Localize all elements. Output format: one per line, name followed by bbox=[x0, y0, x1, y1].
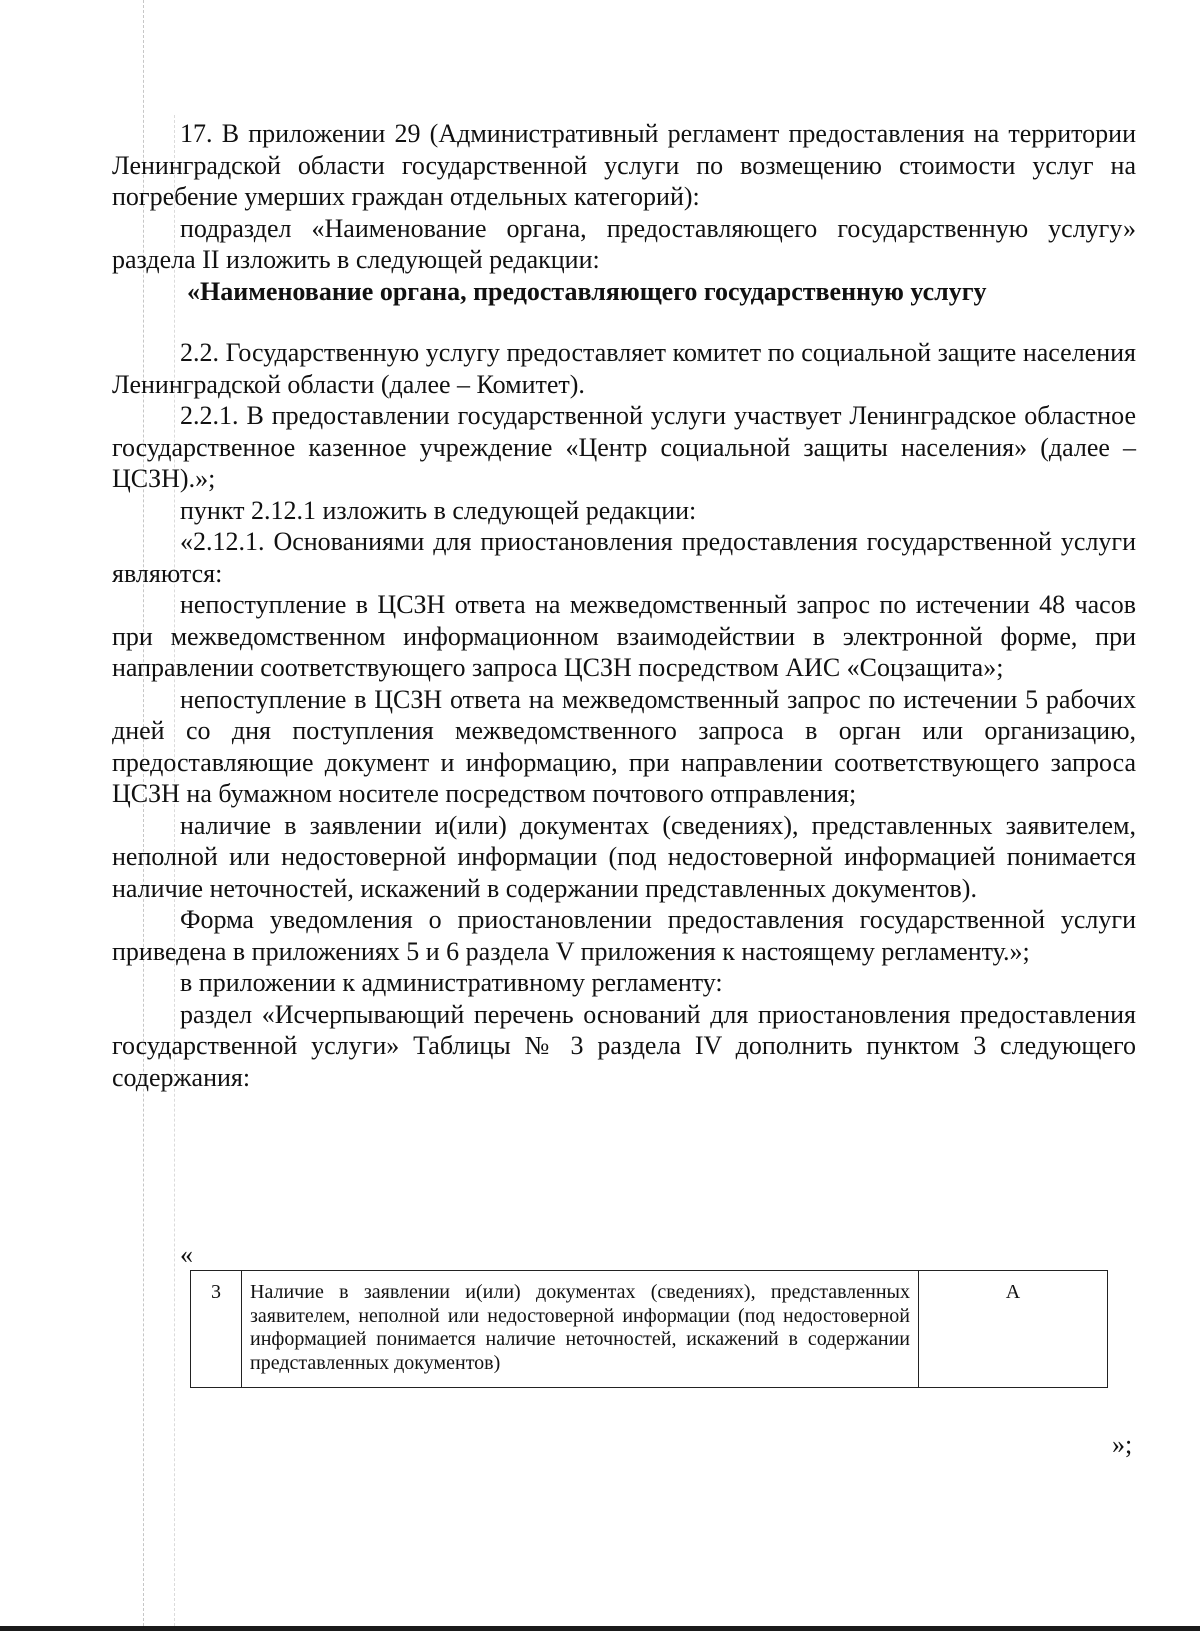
paragraph-2-2: 2.2. Государственную услугу предоставляет комитет по социальной защите населения Ленинградской области (далее – Комитет). bbox=[112, 338, 1136, 399]
paragraph-2-2-1: 2.2.1. В предоставлении государственной услуги участвует Ленинградское областное государственное казенное учреждение «Центр социальной защиты населения» (далее – ЦСЗН).»; bbox=[112, 401, 1136, 493]
opening-quote: « bbox=[180, 1240, 193, 1269]
inserted-table bbox=[190, 1270, 1108, 1388]
closing-quote: »; bbox=[1112, 1430, 1133, 1459]
paragraph-ground-incomplete-info: наличие в заявлении и(или) документах (сведениях), представленных заявителем, неполной или недостоверной информации (под недостоверной информацией понимается наличие неточностей, искажений в содержании представленных документов). bbox=[112, 810, 1136, 903]
paragraph-ground-5-days: непоступление в ЦСЗН ответа на межведомственный запрос по истечении 5 рабочих дней со дня поступления межведомственного запроса в орган или организацию, предоставляющие документ и информацию, при направлении соответствующего запроса ЦСЗН на бумажном носителе посредством почтового отправления; bbox=[112, 684, 1136, 808]
section-heading: «Наименование органа, предоставляющего государственную услугу bbox=[187, 276, 987, 306]
paragraph-item-17: 17. В приложении 29 (Административный регламент предоставления на территории Ленинградской области государственной услуги по возмещению стоимости услуг на погребение умерших граждан отдельных категорий): bbox=[112, 119, 1136, 211]
table-cell-text: Наличие в заявлении и(или) документах (сведениях), представленных заявителем, неполной или недостоверной информации (под недостоверной информацией понимается наличие неточностей, искажений в содержании представленных документов) bbox=[242, 1271, 919, 1388]
document-body bbox=[112, 118, 1136, 1093]
paragraph-ground-48-hours: непоступление в ЦСЗН ответа на межведомственный запрос по истечении 48 часов при межведомственном информационном взаимодействии в электронной форме, при направлении соответствующего запроса ЦСЗН посредством АИС «Соцзащита»; bbox=[112, 590, 1136, 682]
paragraph-table-addition: раздел «Исчерпывающий перечень оснований для приостановления предоставления государственной услуги» Таблицы № 3 раздела IV дополнить пунктом 3 следующего содержания: bbox=[112, 999, 1136, 1092]
table-cell-number: 3 bbox=[191, 1271, 242, 1388]
paragraph-notification-form: Форма уведомления о приостановлении предоставления государственной услуги приведена в приложениях 5 и 6 раздела V приложения к настоящему регламенту.»; bbox=[112, 905, 1136, 966]
paragraph-subsection-instruction: подраздел «Наименование органа, предоставляющего государственную услугу» раздела II изложить в следующей редакции: bbox=[112, 213, 1136, 274]
table-row bbox=[191, 1271, 1108, 1388]
paragraph-appendix-instruction: в приложении к административному регламенту: bbox=[180, 968, 723, 997]
paragraph-point-instruction: пункт 2.12.1 изложить в следующей редакции: bbox=[180, 495, 697, 525]
paragraph-2-12-1: «2.12.1. Основаниями для приостановления предоставления государственной услуги являются: bbox=[112, 527, 1136, 588]
table-cell-code: А bbox=[919, 1271, 1108, 1388]
scan-bottom-edge bbox=[0, 1626, 1200, 1631]
